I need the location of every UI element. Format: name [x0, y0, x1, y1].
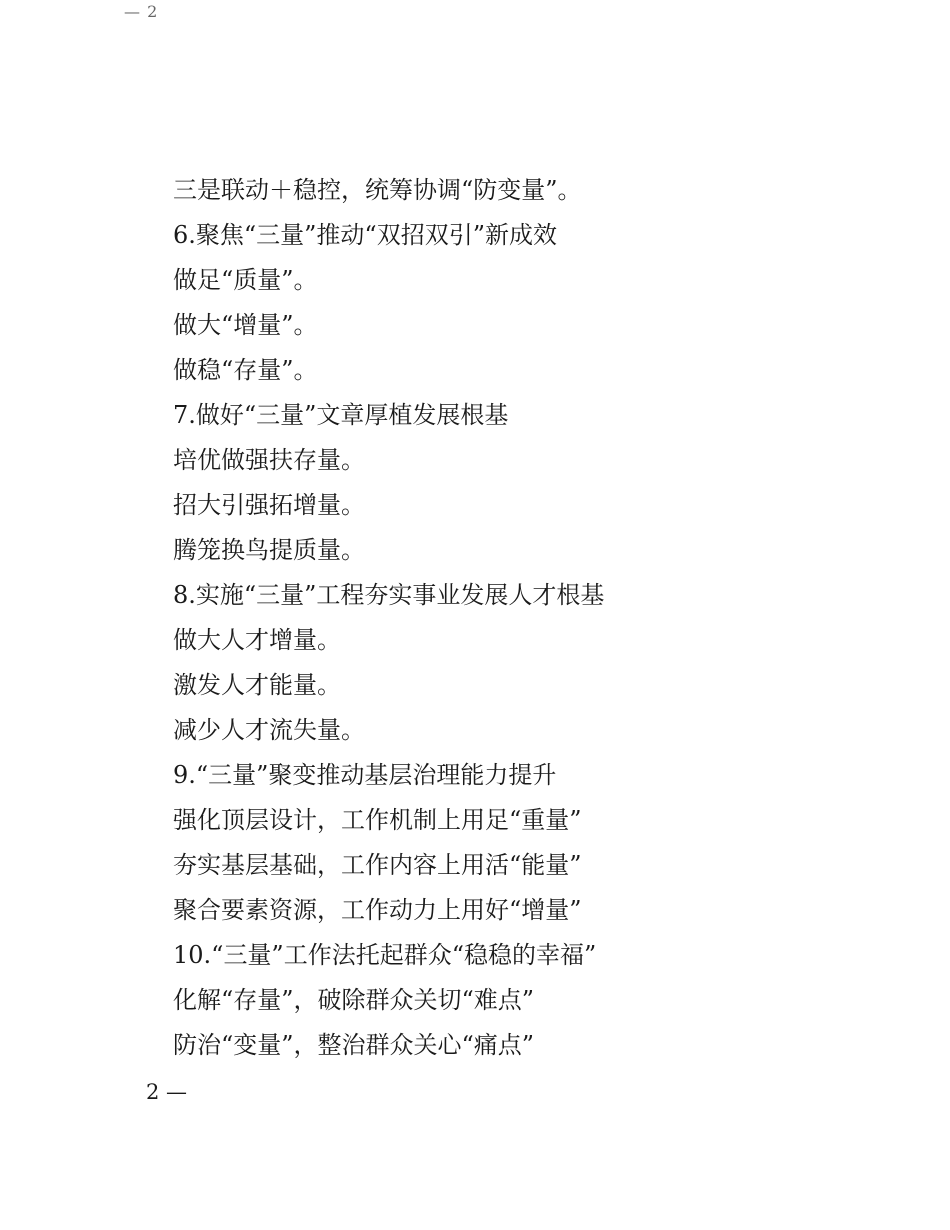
text-line: 化解“存量”，破除群众关切“难点” [173, 986, 535, 1014]
section-heading-8: 8.实施“三量”工程夯实事业发展人才根基 [173, 581, 605, 609]
section-heading-9: 9.“三量”聚变推动基层治理能力提升 [173, 761, 557, 789]
text-line: 招大引强拓增量。 [173, 491, 365, 519]
section-heading-10: 10.“三量”工作法托起群众“稳稳的幸福” [173, 941, 597, 969]
text-line: 聚合要素资源，工作动力上用好“增量” [173, 896, 582, 924]
document-body [173, 168, 873, 1068]
text-line: 做大“增量”。 [173, 311, 318, 339]
text-line: 腾笼换鸟提质量。 [173, 536, 365, 564]
text-line: 三是联动＋稳控，统筹协调“防变量”。 [173, 176, 582, 204]
text-line: 强化顶层设计，工作机制上用足“重量” [173, 806, 582, 834]
text-line: 减少人才流失量。 [173, 716, 365, 744]
page-number-top: — 2 [124, 2, 159, 21]
text-line: 培优做强扶存量。 [173, 446, 365, 474]
text-line: 夯实基层基础，工作内容上用活“能量” [173, 851, 582, 879]
text-line: 做稳“存量”。 [173, 356, 318, 384]
text-line: 防治“变量”，整治群众关心“痛点” [173, 1031, 535, 1059]
page-number-bottom: 2 — [146, 1080, 188, 1104]
text-line: 做大人才增量。 [173, 626, 341, 654]
text-line: 激发人才能量。 [173, 671, 341, 699]
section-heading-7: 7.做好“三量”文章厚植发展根基 [173, 401, 509, 429]
section-heading-6: 6.聚焦“三量”推动“双招双引”新成效 [173, 221, 557, 249]
text-line: 做足“质量”。 [173, 266, 318, 294]
